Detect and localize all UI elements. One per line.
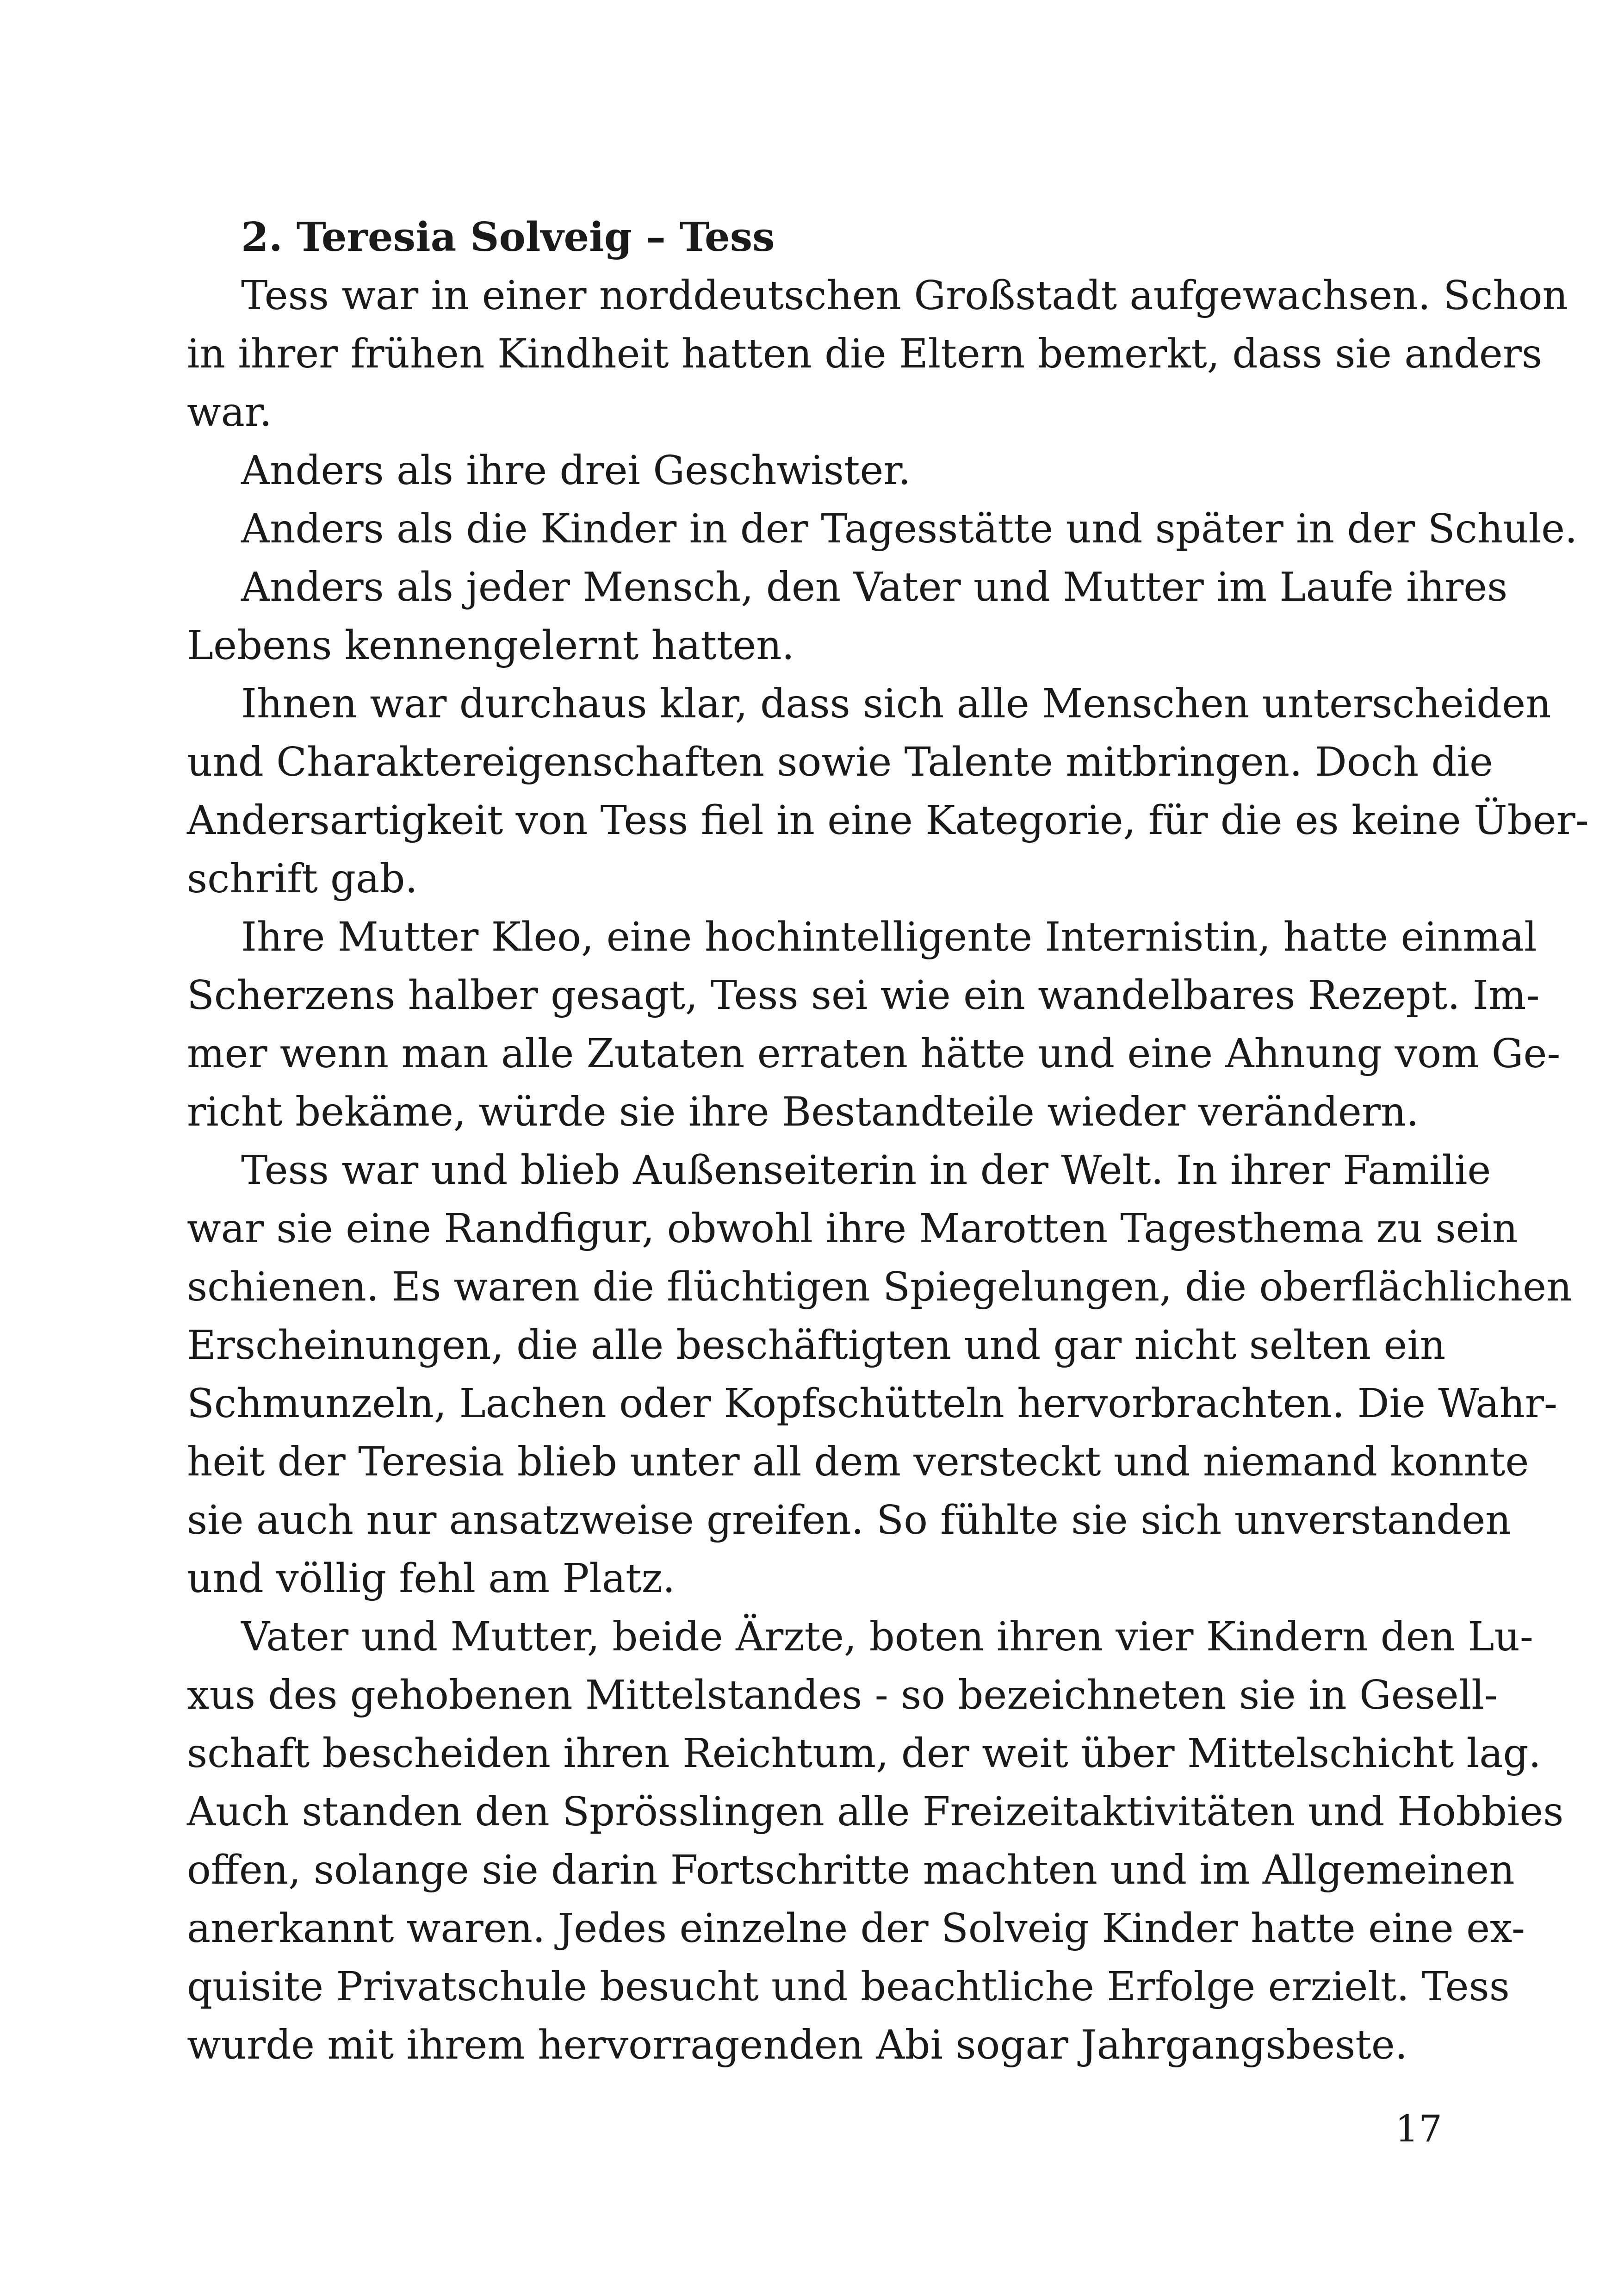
text-line: anerkannt waren. Jedes einzelne der Solveig Kinder hatte eine ex- (187, 1905, 1525, 1952)
text-line: Andersartigkeit von Tess fiel in eine Kategorie, für die es keine Über- (187, 797, 1589, 844)
text-line: quisite Privatschule besucht und beachtliche Erfolge erzielt. Tess (187, 1964, 1510, 2010)
text-line: Auch standen den Sprösslingen alle Freizeitaktivitäten und Hobbies (187, 1789, 1564, 1835)
text-line: heit der Teresia blieb unter all dem versteckt und niemand konnte (187, 1439, 1529, 1485)
text-line: Schmunzeln, Lachen oder Kopfschütteln hervorbrachten. Die Wahr- (187, 1381, 1558, 1427)
text-line: richt bekäme, würde sie ihre Bestandteile wieder verändern. (187, 1089, 1419, 1135)
text-line: Scherzens halber gesagt, Tess sei wie ein wandelbares Rezept. Im- (187, 972, 1540, 1019)
text-line: schrift gab. (187, 856, 418, 902)
text-line: wurde mit ihrem hervorragenden Abi sogar Jahrgangsbeste. (187, 2022, 1408, 2068)
body-text (187, 208, 1589, 2074)
text-line: mer wenn man alle Zutaten erraten hätte und eine Ahnung vom Ge- (187, 1031, 1561, 1077)
text-line: Vater und Mutter, beide Ärzte, boten ihren vier Kindern den Lu- (241, 1614, 1533, 1660)
text-line: Tess war in einer norddeutschen Großstadt aufgewachsen. Schon (241, 273, 1568, 319)
text-line: offen, solange sie darin Fortschritte machten und im Allgemeinen (187, 1847, 1515, 1893)
text-line: Anders als die Kinder in der Tagesstätte und später in der Schule. (241, 506, 1578, 552)
text-line: Ihre Mutter Kleo, eine hochintelligente Internistin, hatte einmal (241, 914, 1537, 960)
text-line: Anders als ihre drei Geschwister. (241, 448, 911, 494)
text-line: und völlig fehl am Platz. (187, 1556, 676, 1602)
page-number: 17 (1395, 2107, 1442, 2150)
text-line: Tess war und blieb Außenseiterin in der Welt. In ihrer Familie (241, 1147, 1491, 1194)
text-line: und Charaktereigenschaften sowie Talente mitbringen. Doch die (187, 739, 1493, 785)
text-line: Erscheinungen, die alle beschäftigten und gar nicht selten ein (187, 1322, 1446, 1369)
text-line: schaft bescheiden ihren Reichtum, der weit über Mittelschicht lag. (187, 1730, 1541, 1777)
text-line: sie auch nur ansatzweise greifen. So fühlte sie sich unverstanden (187, 1497, 1511, 1543)
chapter-heading: 2. Teresia Solveig – Tess (241, 214, 775, 261)
text-line: war sie eine Randfigur, obwohl ihre Marotten Tagesthema zu sein (187, 1206, 1518, 1252)
text-line: Ihnen war durchaus klar, dass sich alle Menschen unterscheiden (241, 681, 1551, 727)
text-line: war. (187, 389, 272, 436)
text-line: in ihrer frühen Kindheit hatten die Eltern bemerkt, dass sie anders (187, 331, 1543, 377)
text-line: schienen. Es waren die flüchtigen Spiegelungen, die oberflächlichen (187, 1264, 1572, 1310)
text-line: Anders als jeder Mensch, den Vater und Mutter im Laufe ihres (241, 564, 1508, 610)
text-line: Lebens kennengelernt hatten. (187, 622, 795, 669)
text-line: xus des gehobenen Mittelstandes - so bezeichneten sie in Gesell- (187, 1672, 1498, 1718)
